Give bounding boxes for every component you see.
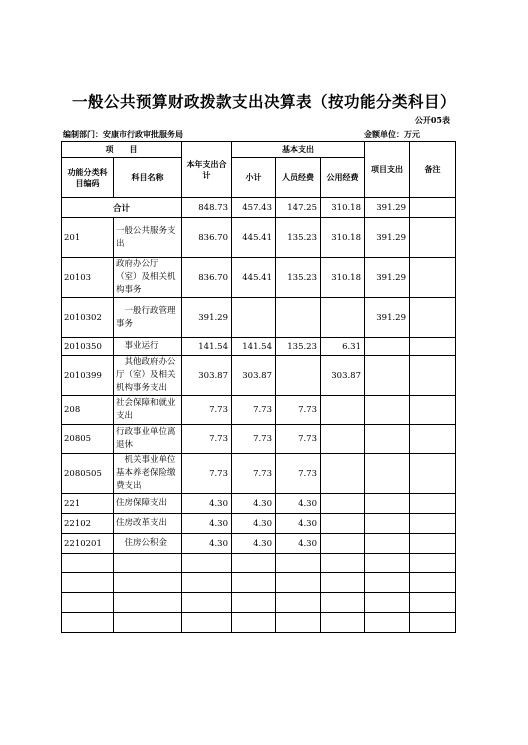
cell-public <box>321 396 365 425</box>
cell-remark <box>410 218 456 258</box>
cell-total: 4.30 <box>182 514 232 534</box>
table-row <box>62 534 456 554</box>
row-name: 社会保障和就业支出 <box>114 396 182 425</box>
cell-total: 836.70 <box>182 258 232 298</box>
cell-project <box>365 534 410 554</box>
cell-subtotal: 445.41 <box>232 258 276 298</box>
cell-project <box>365 396 410 425</box>
cell-remark <box>410 494 456 514</box>
table-row <box>62 356 456 396</box>
cell-public: 310.18 <box>321 258 365 298</box>
cell-personnel <box>276 593 321 613</box>
cell-public: 310.18 <box>321 218 365 258</box>
row-code: 22102 <box>62 514 114 534</box>
cell-subtotal <box>232 554 276 573</box>
cell-remark <box>410 554 456 573</box>
cell-personnel: 147.25 <box>276 198 321 218</box>
header-subtotal: 小计 <box>232 158 276 198</box>
row-code <box>62 573 114 593</box>
cell-public: 303.87 <box>321 356 365 396</box>
cell-personnel: 4.30 <box>276 514 321 534</box>
cell-personnel: 7.73 <box>276 425 321 454</box>
row-name: 一般公共服务支出 <box>114 218 182 258</box>
table-row <box>62 396 456 425</box>
row-code <box>62 554 114 573</box>
cell-subtotal: 445.41 <box>232 218 276 258</box>
row-name: 机关事业单位基本养老保险缴费支出 <box>114 454 182 494</box>
table-row <box>62 218 456 258</box>
row-name <box>114 573 182 593</box>
cell-project <box>365 338 410 356</box>
cell-project <box>365 356 410 396</box>
row-code: 2010350 <box>62 338 114 356</box>
row-name: 政府办公厅（室）及相关机构事务 <box>114 258 182 298</box>
row-code: 201 <box>62 218 114 258</box>
table-row <box>62 573 456 593</box>
row-name: 住房保障支出 <box>114 494 182 514</box>
compiling-department: 编制部门：安康市行政审批服务局 <box>63 129 183 139</box>
row-name: 住房改革支出 <box>114 514 182 534</box>
page-title: 一般公共预算财政拨款支出决算表（按功能分类科目） <box>71 92 456 111</box>
cell-subtotal: 4.30 <box>232 514 276 534</box>
row-code: 2010302 <box>62 298 114 338</box>
cell-public <box>321 593 365 613</box>
header-remark: 备注 <box>410 142 456 198</box>
cell-remark <box>410 573 456 593</box>
row-name: 合计 <box>62 198 182 218</box>
amount-unit: 金额单位：万元 <box>364 129 420 139</box>
cell-total: 848.73 <box>182 198 232 218</box>
row-code: 20103 <box>62 258 114 298</box>
cell-personnel: 4.30 <box>276 534 321 554</box>
cell-remark <box>410 198 456 218</box>
cell-project <box>365 494 410 514</box>
table-row <box>62 494 456 514</box>
expenditure-table <box>61 141 456 633</box>
row-code: 221 <box>62 494 114 514</box>
row-name: 住房公积金 <box>114 534 182 554</box>
table-row <box>62 258 456 298</box>
cell-subtotal: 4.30 <box>232 494 276 514</box>
cell-subtotal: 4.30 <box>232 534 276 554</box>
cell-subtotal: 141.54 <box>232 338 276 356</box>
cell-public: 6.31 <box>321 338 365 356</box>
row-name: 其他政府办公厅（室）及相关机构事务支出 <box>114 356 182 396</box>
row-code: 20805 <box>62 425 114 454</box>
cell-project <box>365 593 410 613</box>
cell-public <box>321 554 365 573</box>
cell-remark <box>410 258 456 298</box>
cell-subtotal: 457.43 <box>232 198 276 218</box>
cell-project <box>365 613 410 633</box>
table-row <box>62 514 456 534</box>
cell-total: 4.30 <box>182 534 232 554</box>
cell-personnel <box>276 554 321 573</box>
cell-remark <box>410 593 456 613</box>
table-row <box>62 298 456 338</box>
cell-total: 391.29 <box>182 298 232 338</box>
cell-subtotal <box>232 298 276 338</box>
row-code: 208 <box>62 396 114 425</box>
cell-remark <box>410 425 456 454</box>
row-code <box>62 613 114 633</box>
cell-subtotal <box>232 573 276 593</box>
header-func-code: 功能分类科目编码 <box>62 158 114 198</box>
cell-personnel <box>276 573 321 593</box>
cell-remark <box>410 396 456 425</box>
cell-personnel <box>276 356 321 396</box>
cell-public <box>321 514 365 534</box>
row-name: 事业运行 <box>114 338 182 356</box>
cell-public <box>321 298 365 338</box>
cell-subtotal: 7.73 <box>232 454 276 494</box>
cell-remark <box>410 534 456 554</box>
header-total: 本年支出合计 <box>182 142 232 198</box>
cell-subtotal: 7.73 <box>232 396 276 425</box>
cell-remark <box>410 454 456 494</box>
row-code: 2210201 <box>62 534 114 554</box>
table-number: 公开05表 <box>414 115 450 125</box>
cell-personnel: 7.73 <box>276 454 321 494</box>
cell-project <box>365 425 410 454</box>
cell-public <box>321 613 365 633</box>
cell-personnel: 135.23 <box>276 258 321 298</box>
cell-subtotal: 303.87 <box>232 356 276 396</box>
row-name <box>114 613 182 633</box>
cell-total: 4.30 <box>182 494 232 514</box>
cell-subtotal <box>232 613 276 633</box>
cell-subtotal: 7.73 <box>232 425 276 454</box>
cell-project <box>365 454 410 494</box>
cell-personnel: 135.23 <box>276 338 321 356</box>
cell-project <box>365 573 410 593</box>
row-name: 一般行政管理事务 <box>114 298 182 338</box>
cell-public <box>321 494 365 514</box>
cell-total: 7.73 <box>182 454 232 494</box>
cell-total <box>182 554 232 573</box>
cell-remark <box>410 338 456 356</box>
cell-project <box>365 514 410 534</box>
row-name: 行政事业单位离退休 <box>114 425 182 454</box>
cell-remark <box>410 356 456 396</box>
header-basic: 基本支出 <box>232 142 365 158</box>
table-row <box>62 454 456 494</box>
cell-total <box>182 593 232 613</box>
cell-public <box>321 425 365 454</box>
cell-personnel <box>276 298 321 338</box>
cell-project: 391.29 <box>365 258 410 298</box>
cell-public <box>321 454 365 494</box>
cell-total: 303.87 <box>182 356 232 396</box>
cell-total <box>182 573 232 593</box>
cell-remark <box>410 613 456 633</box>
header-item: 项 目 <box>62 142 182 158</box>
cell-total <box>182 613 232 633</box>
header-subject-name: 科目名称 <box>114 158 182 198</box>
cell-public <box>321 534 365 554</box>
cell-remark <box>410 514 456 534</box>
row-code: 2080505 <box>62 454 114 494</box>
row-code <box>62 593 114 613</box>
cell-public: 310.18 <box>321 198 365 218</box>
cell-project: 391.29 <box>365 218 410 258</box>
cell-personnel: 135.23 <box>276 218 321 258</box>
cell-project: 391.29 <box>365 298 410 338</box>
header-project: 项目支出 <box>365 142 410 198</box>
cell-total: 141.54 <box>182 338 232 356</box>
cell-public <box>321 573 365 593</box>
cell-project <box>365 554 410 573</box>
header-public: 公用经费 <box>321 158 365 198</box>
total-row <box>62 198 456 218</box>
cell-personnel: 4.30 <box>276 494 321 514</box>
cell-project: 391.29 <box>365 198 410 218</box>
cell-total: 836.70 <box>182 218 232 258</box>
header-personnel: 人员经费 <box>276 158 321 198</box>
row-name <box>114 554 182 573</box>
cell-total: 7.73 <box>182 396 232 425</box>
row-code: 2010399 <box>62 356 114 396</box>
cell-total: 7.73 <box>182 425 232 454</box>
cell-remark <box>410 298 456 338</box>
table-row <box>62 613 456 633</box>
cell-personnel: 7.73 <box>276 396 321 425</box>
row-name <box>114 593 182 613</box>
table-row <box>62 338 456 356</box>
cell-subtotal <box>232 593 276 613</box>
cell-personnel <box>276 613 321 633</box>
table-row <box>62 593 456 613</box>
table-row <box>62 425 456 454</box>
table-row <box>62 554 456 573</box>
